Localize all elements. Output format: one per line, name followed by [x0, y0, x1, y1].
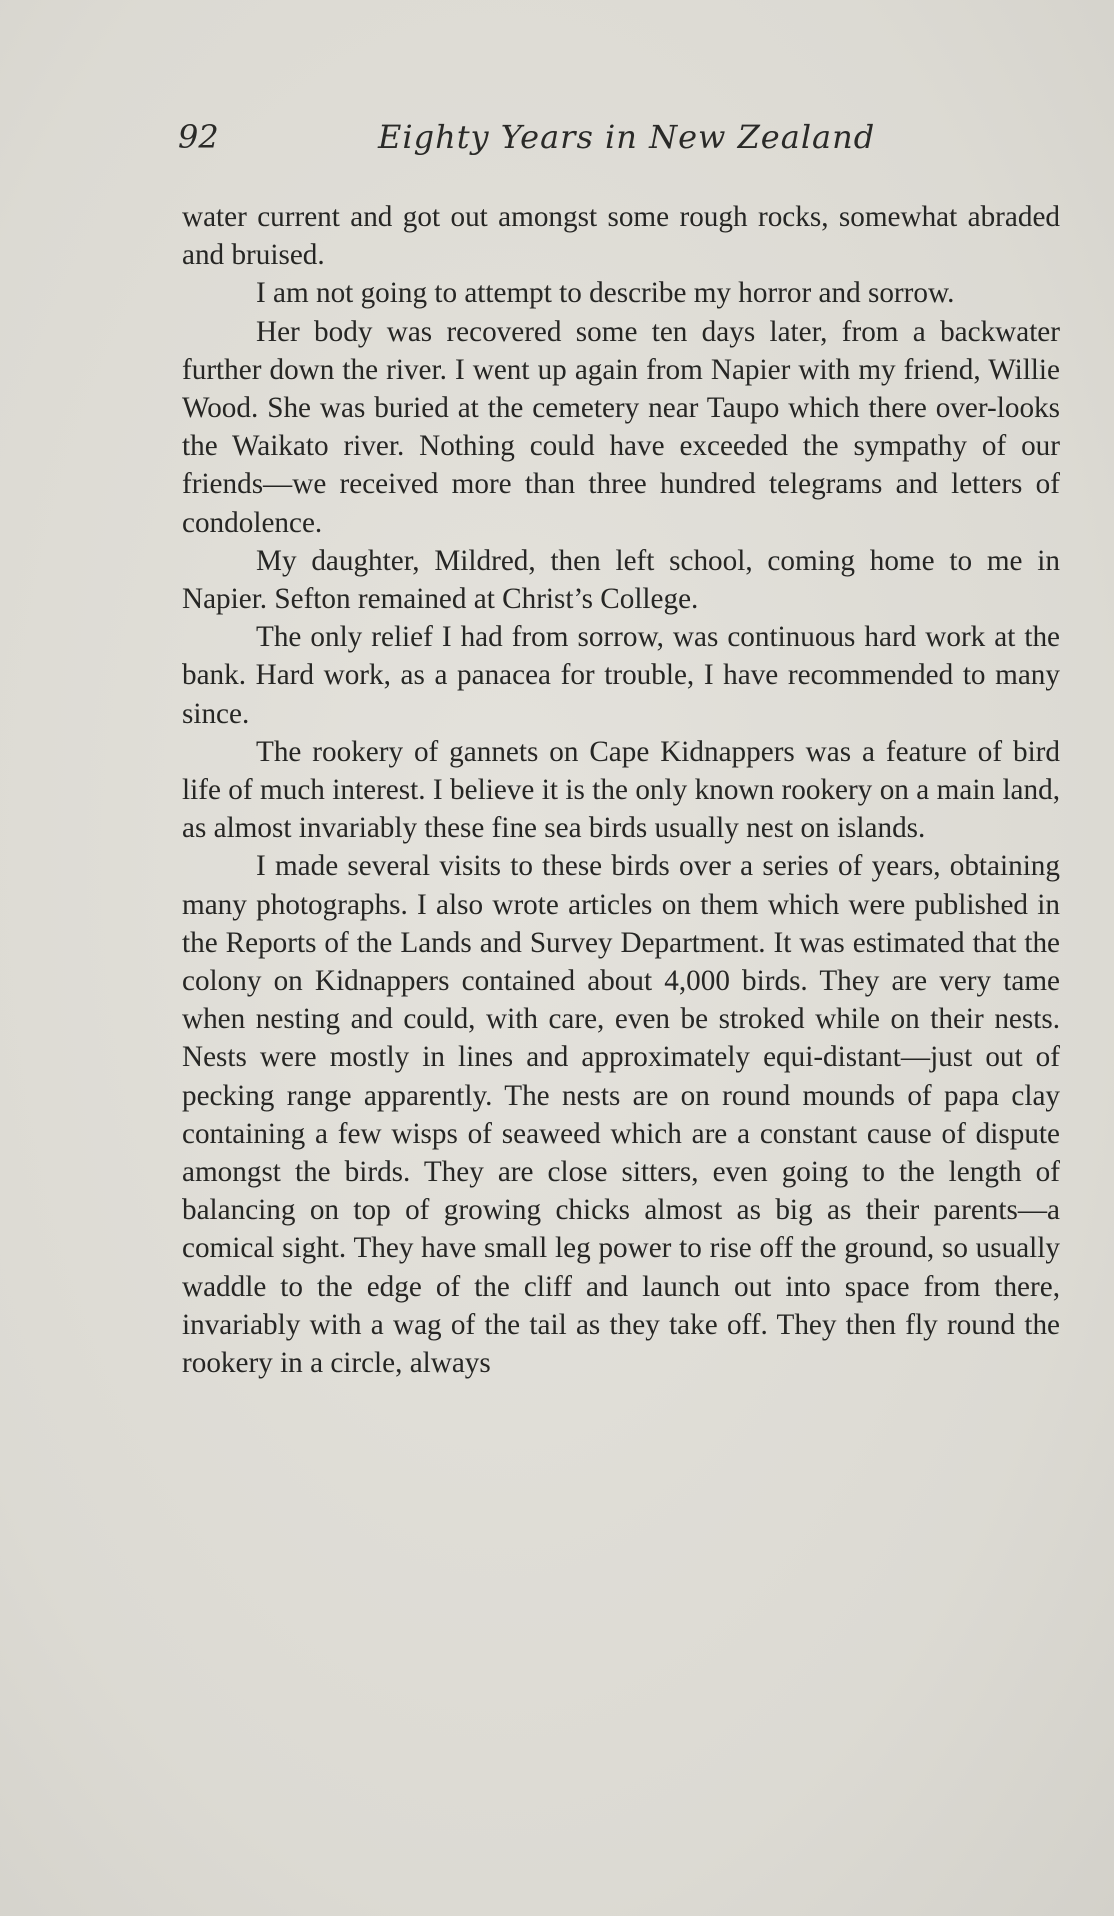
running-title: Eighty Years in New Zealand [378, 118, 876, 156]
paragraph: The only relief I had from sorrow, was continuous hard work at the bank. Hard work, as a panacea for trouble, I have recommended to many since. [182, 621, 1060, 730]
body-text [182, 198, 1060, 1382]
paragraph: My daughter, Mildred, then left school, coming home to me in Napier. Sefton remained at Christ’s College. [182, 544, 1060, 616]
page-number: 92 [178, 118, 219, 156]
paragraph: The rookery of gannets on Cape Kidnappers was a feature of bird life of much interest. I believe it is the only known rookery on a main land, as almost invariably these fine sea birds usually nest on islands. [182, 735, 1060, 845]
paragraph: Her body was recovered some ten days later, from a backwater further down the river. I went up again from Napier with my friend, Willie Wood. She was buried at the cemetery near Taupo which there over-looks the Waikato river. Nothing could have exceeded the sympathy of our friends—we received more than three hundred telegrams and letters of condolence. [182, 315, 1060, 539]
page-header [178, 118, 1058, 168]
paragraph: I am not going to attempt to describe my horror and sorrow. [256, 277, 955, 310]
paragraph: water current and got out amongst some rough rocks, somewhat abraded and bruised. [182, 201, 1060, 272]
paragraph: I made several visits to these birds over a series of years, obtaining many photographs. I also wrote articles on them which were published in the Reports of the Lands and Survey Department. It was estimated that the colony on Kidnappers contained about 4,000 birds. They are very tame when nesting and could, with care, even be stroked while on their nests. Nests were mostly in lines and approximately equi-distant—just out of pecking range apparently. The nests are on round mounds of papa clay containing a few wisps of seaweed which are a constant cause of dispute amongst the birds. They are close sitters, even going to the length of balancing on top of growing chicks almost as big as their parents—a comical sight. They have small leg power to rise off the ground, so usually waddle to the edge of the cliff and launch out into space from there, invariably with a wag of the tail as they take off. They then fly round the rookery in a circle, always [182, 850, 1060, 1380]
